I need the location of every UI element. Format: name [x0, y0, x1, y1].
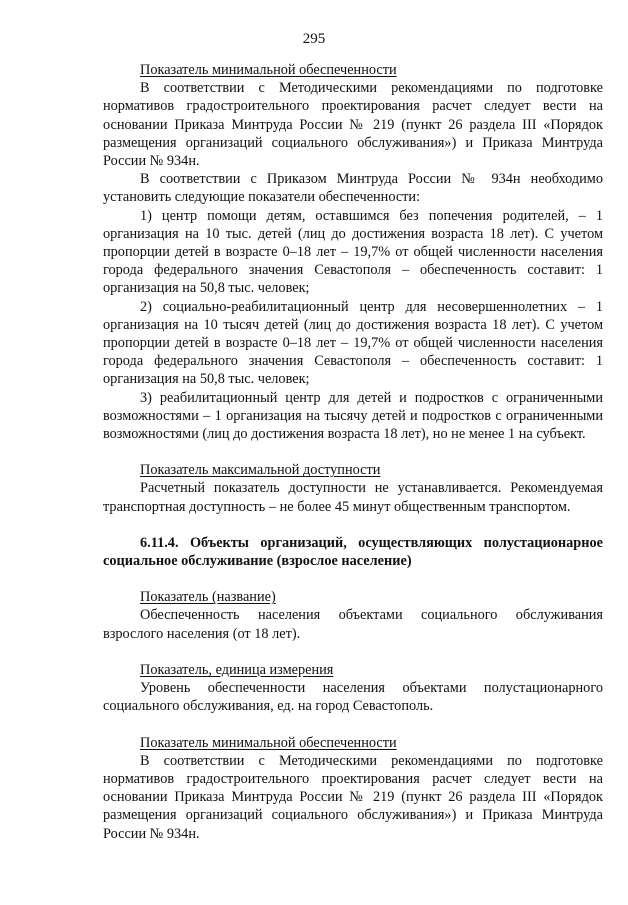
spacer: [103, 516, 603, 534]
paragraph: В соответствии с Приказом Минтруда России № 934н необходимо установить следующие показатели обеспеченности:: [103, 171, 603, 206]
subheading-indicator-unit: Показатель, единица измерения: [140, 661, 334, 678]
spacer: [103, 570, 603, 588]
spacer: [103, 443, 603, 461]
document-body: [103, 61, 603, 843]
subheading-indicator-name: Показатель (название): [140, 589, 276, 606]
paragraph: В соответствии с Методическими рекомендациями по подготовке нормативов градостроительного проектирования расчет следует вести на основании Приказа Минтруда России № 219 (пункт 26 раздела III «Порядок размещения организаций социального обслуживания») и Приказа Минтруда России № 934н.: [103, 752, 603, 842]
paragraph: Уровень обеспеченности населения объектами полустационарного социального обслуживания, ед. на город Севастополь.: [103, 680, 603, 715]
spacer: [103, 716, 603, 734]
subheading-min-provision: Показатель минимальной обеспеченности: [140, 62, 397, 78]
section-title: 6.11.4. Объекты организаций, осуществляющих полустационарное социальное обслуживание (взрослое население): [103, 534, 603, 570]
subheading-min-provision-2: Показатель минимальной обеспеченности: [140, 734, 397, 751]
subheading-max-accessibility: Показатель максимальной доступности: [140, 462, 381, 479]
list-item: 3) реабилитационный центр для детей и подростков с ограниченными возможностями – 1 организация на тысячу детей и подростков с ограниченными возможностями (лиц до достижения возраста 18 лет), но не менее 1 на субъект.: [103, 389, 603, 443]
list-item: 2) социально-реабилитационный центр для несовершеннолетних – 1 организация на 10 тысяч детей (лиц до достижения возраста 18 лет). С учетом пропорции детей в возрасте 0–18 лет – 19,7% от общей численности населения города федерального значения Севастополя – обеспеченность составит: 1 организация на 50,8 тыс. человек;: [103, 298, 603, 388]
spacer: [103, 643, 603, 661]
page-number: 295: [302, 31, 326, 47]
paragraph: В соответствии с Методическими рекомендациями по подготовке нормативов градостроительного проектирования расчет следует вести на основании Приказа Минтруда России № 219 (пункт 26 раздела III «Порядок размещения организаций социального обслуживания») и Приказа Минтруда России № 934н.: [103, 80, 603, 170]
list-item: 1) центр помощи детям, оставшимся без попечения родителей, – 1 организация на 10 тыс. детей (лиц до достижения возраста 18 лет). С учетом пропорции детей в возрасте 0–18 лет – 19,7% от общей численности населения города федерального значения Севастополя – обеспеченность составит: 1 организация на 50,8 тыс. человек;: [103, 207, 603, 297]
paragraph: Обеспеченность населения объектами социального обслуживания взрослого населения (от 18 лет).: [103, 607, 603, 642]
paragraph: Расчетный показатель доступности не устанавливается. Рекомендуемая транспортная доступность – не более 45 минут общественным транспортом.: [103, 480, 603, 515]
